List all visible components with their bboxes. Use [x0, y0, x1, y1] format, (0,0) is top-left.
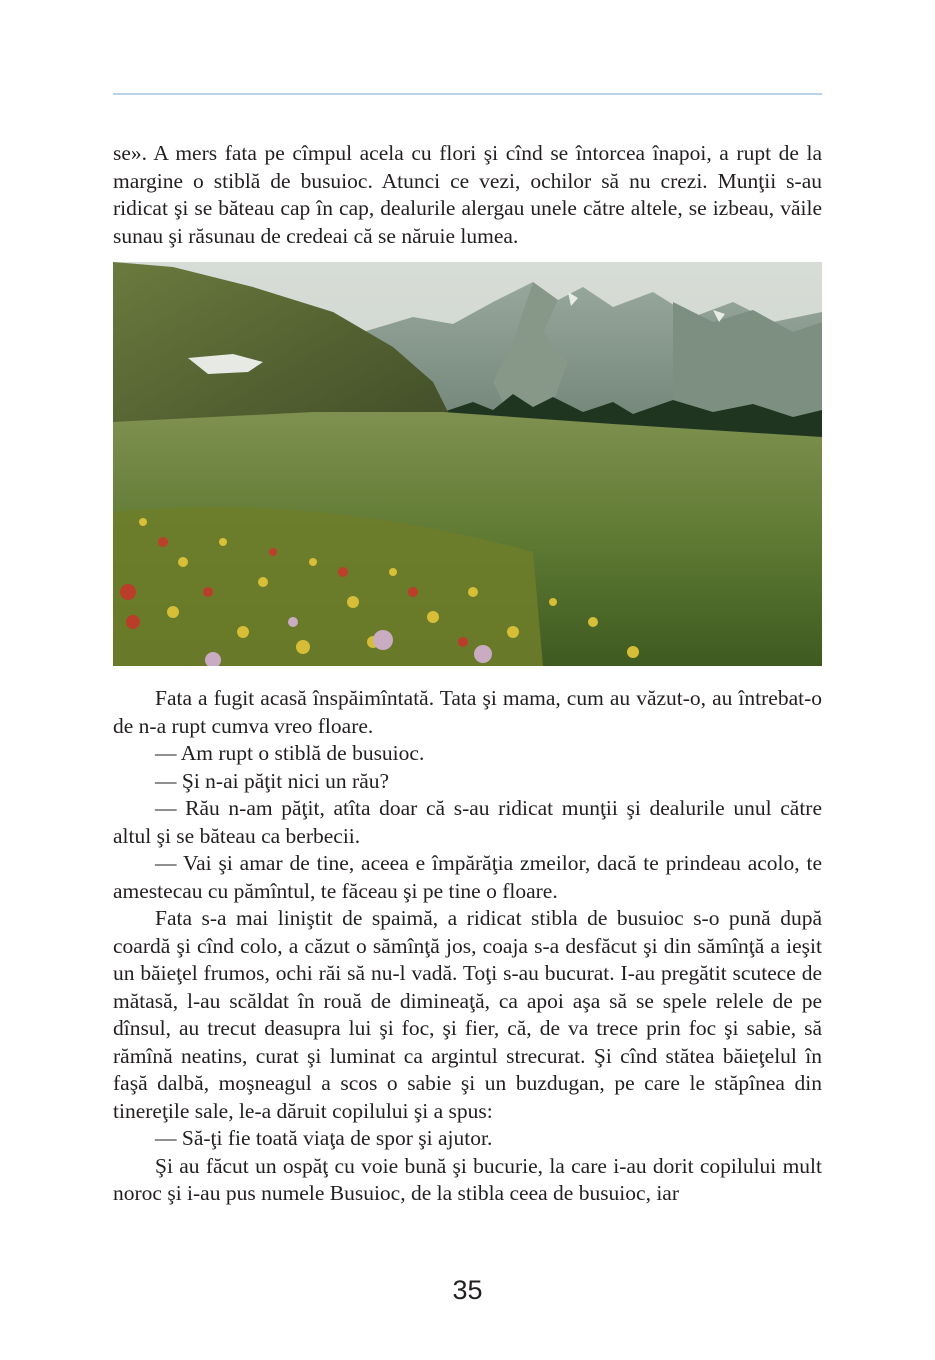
dialogue-line: — Am rupt o stiblă de busuioc.: [155, 741, 425, 765]
header-rule: [113, 93, 822, 95]
text-block-bottom: [113, 685, 822, 1208]
paragraph: Fata a fugit acasă înspăimîntată. Tata şi mama, cum au văzut-o, au întrebat-o de n-a rupt cumva vreo floare.: [113, 686, 822, 738]
dialogue-line: — Să-ţi fie toată viaţa de spor şi ajutor.: [155, 1126, 493, 1150]
dialogue-line: — Şi n-ai păţit nici un rău?: [155, 768, 390, 793]
paragraph: se». A mers fata pe cîmpul acela cu flori şi cînd se întorcea înapoi, a rupt de la margine o stiblă de busuioc. Atunci ce vezi, ochilor să nu crezi. Munţii s-au ridicat şi se băteau cap în cap, dealurile alergau unele către altele, se izbeau, văile sunau şi răsunau de credeai că se năruie lumea.: [113, 141, 822, 248]
mountain-meadow-photo: [113, 262, 822, 666]
text-block-top: [113, 140, 822, 250]
paragraph: Fata s-a mai liniştit de spaimă, a ridicat stibla de busuioc s-o pună după coardă şi cînd colo, a căzut o sămînţă jos, coaja s-a desfăcut şi din sămînţă a ieşit un băieţel frumos, ochi răi să nu-l vadă. Toţi s-au bucurat. I-au pregătit scutece de mătasă, l-au scăldat în rouă de dimineaţă, ca apoi aşa să se spele relele de pe dînsul, au trecut deasupra lui şi foc, şi fier, că, de va trece prin foc şi sabie, să rămînă neatins, curat şi luminat ca argintul strecurat. Şi cînd stătea băieţelul în faşă dalbă, moşneagul a scos o sabie şi un buzdugan, pe care le stăpînea din tinereţile sale, le-a dăruit copilului şi a spus:: [113, 906, 822, 1123]
paragraph: Şi au făcut un ospăţ cu voie bună şi bucurie, la care i-au dorit copilului mult noroc şi i-au pus numele Busuioc, de la stibla ceea de busuioc, iar: [113, 1153, 822, 1205]
dialogue-line: — Rău n-am păţit, atîta doar că s-au ridicat munţii şi dealurile unul către altul şi se băteau ca berbecii.: [113, 796, 822, 848]
page-number: 35: [452, 1275, 483, 1305]
dialogue-line: — Vai şi amar de tine, aceea e împărăţia zmeilor, dacă te prindeau acolo, te amestecau cu pămîntul, te făceau şi pe tine o floare.: [113, 851, 822, 903]
